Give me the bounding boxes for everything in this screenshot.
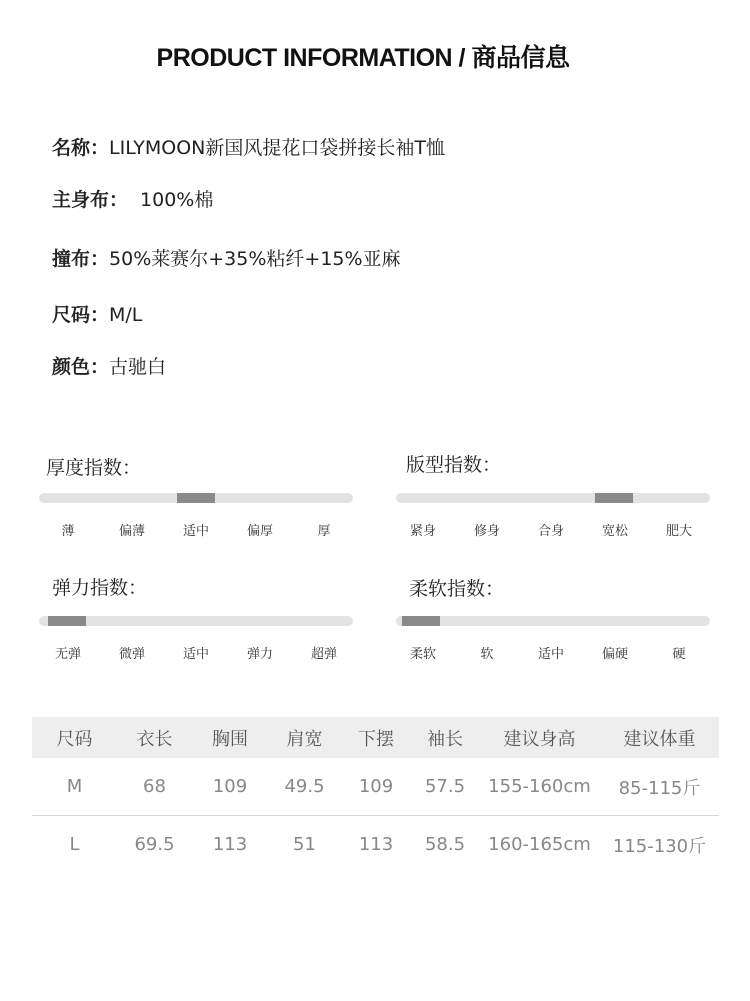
table-cell: 109 xyxy=(192,758,268,816)
table-cell: 49.5 xyxy=(268,758,341,816)
level-label: 合身 xyxy=(537,524,565,539)
elasticity-index-title: 弹力指数： xyxy=(52,577,148,599)
thickness-index-track xyxy=(39,493,353,503)
table-cell: 113 xyxy=(212,834,248,855)
table-cell: L xyxy=(69,834,80,855)
info-value: 50%莱赛尔+35%粘纤+15%亚麻 xyxy=(109,248,401,270)
level-label: 超弹 xyxy=(310,647,338,662)
thickness-index-title: 厚度指数： xyxy=(46,457,142,479)
size-table xyxy=(32,717,719,873)
level-label: 薄 xyxy=(61,524,75,539)
column-header: 肩宽 xyxy=(268,717,341,758)
thickness-index-fill xyxy=(177,493,215,503)
level-label: 硬 xyxy=(672,647,686,662)
table-row xyxy=(32,816,719,874)
info-value: M/L xyxy=(109,304,143,326)
info-label: 尺码： xyxy=(52,304,110,326)
table-cell: 68 xyxy=(117,758,192,816)
info-name-row xyxy=(52,133,445,160)
table-cell: 115-130斤 xyxy=(612,835,707,857)
info-label: 撞布： xyxy=(52,248,110,270)
table-row xyxy=(32,758,719,816)
table-cell: 58.5 xyxy=(424,834,466,855)
table-cell: M xyxy=(32,758,117,816)
level-label: 适中 xyxy=(182,647,210,662)
column-header: 建议身高 xyxy=(479,717,600,758)
level-label: 适中 xyxy=(182,524,210,539)
info-value: 100%棉 xyxy=(140,189,214,211)
level-label: 柔软 xyxy=(409,647,437,662)
level-label: 软 xyxy=(480,647,494,662)
table-cell: 160-165cm xyxy=(488,834,591,855)
info-value: LILYMOON新国风提花口袋拼接长袖T恤 xyxy=(109,137,445,159)
info-label: 主身布： xyxy=(52,189,129,211)
info-label: 名称： xyxy=(52,137,110,159)
fit-index-track xyxy=(396,493,710,503)
column-header: 尺码 xyxy=(32,717,117,758)
softness-index-title: 柔软指数： xyxy=(409,578,505,600)
level-label: 修身 xyxy=(473,524,501,539)
column-header: 衣长 xyxy=(117,717,192,758)
level-label: 肥大 xyxy=(665,524,693,539)
info-main-fabric-row xyxy=(52,185,213,212)
table-cell: 51 xyxy=(293,834,316,855)
info-contrast-fabric-row xyxy=(52,244,401,271)
table-cell: 109 xyxy=(341,758,411,816)
column-header: 建议体重 xyxy=(600,717,719,758)
fit-index-title: 版型指数： xyxy=(406,454,502,476)
level-label: 偏硬 xyxy=(601,647,629,662)
level-label: 紧身 xyxy=(409,524,437,539)
table-header-row xyxy=(32,717,719,758)
table-cell: 85-115斤 xyxy=(600,758,719,816)
page-title: PRODUCT INFORMATION / 商品信息 xyxy=(156,44,570,72)
level-label: 偏厚 xyxy=(246,524,274,539)
level-label: 弹力 xyxy=(246,647,274,662)
column-header: 下摆 xyxy=(341,717,411,758)
level-label: 微弹 xyxy=(118,647,146,662)
info-color-row xyxy=(52,352,166,379)
table-cell: 69.5 xyxy=(134,834,175,855)
level-label: 厚 xyxy=(317,524,331,539)
column-header: 胸围 xyxy=(192,717,268,758)
info-label: 颜色： xyxy=(52,356,110,378)
info-value: 古驰白 xyxy=(109,356,167,378)
level-label: 无弹 xyxy=(54,647,82,662)
table-cell: 155-160cm xyxy=(479,758,600,816)
info-size-row xyxy=(52,300,142,327)
level-label: 偏薄 xyxy=(118,524,146,539)
elasticity-index-track xyxy=(39,616,353,626)
table-cell: 113 xyxy=(358,834,394,855)
fit-index-fill xyxy=(595,493,633,503)
column-header: 袖长 xyxy=(411,717,479,758)
level-label: 适中 xyxy=(537,647,565,662)
table-cell: 57.5 xyxy=(411,758,479,816)
elasticity-index-fill xyxy=(48,616,86,626)
softness-index-fill xyxy=(402,616,440,626)
level-label: 宽松 xyxy=(601,524,629,539)
softness-index-track xyxy=(396,616,710,626)
